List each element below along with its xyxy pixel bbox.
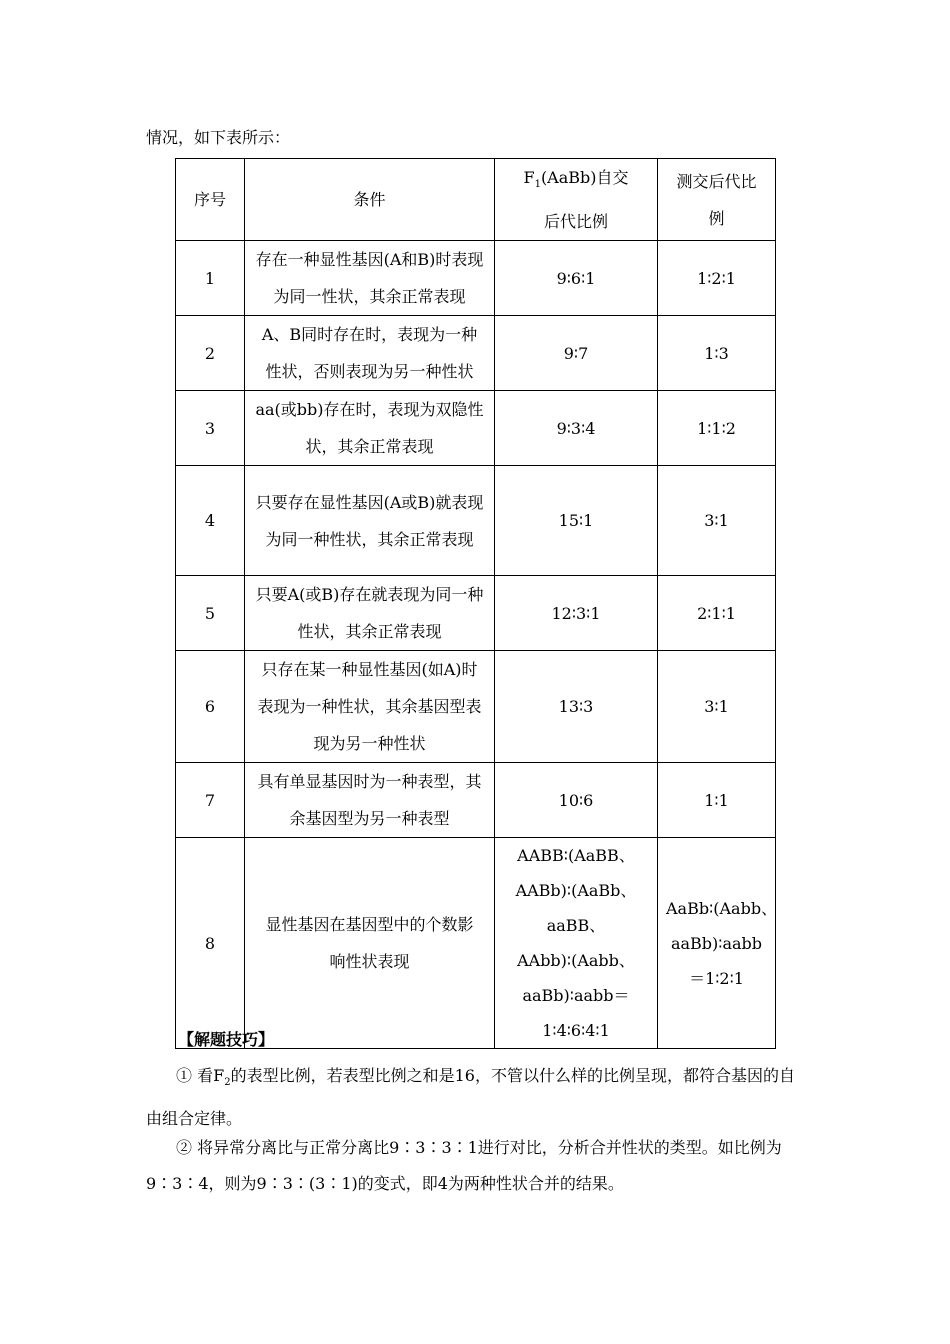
cell-condition: 具有单显基因时为一种表型，其余基因型为另一种表型 bbox=[245, 763, 495, 838]
cell-no: 1 bbox=[176, 241, 245, 316]
header-condition: 条件 bbox=[245, 159, 495, 241]
cell-no: 7 bbox=[176, 763, 245, 838]
tip-paragraph-1: ① 看$F_2$的表型比例，若表型比例之和是16，不管以什么样的比例呈现，都符合基因的自由组合定律。 bbox=[146, 1066, 795, 1129]
table-row bbox=[176, 391, 776, 466]
cell-test: 2∶1∶1 bbox=[658, 576, 776, 651]
header-f1: $F_1(AaBb)$自交后代比例 bbox=[495, 159, 658, 241]
cell-no: 4 bbox=[176, 466, 245, 576]
table-row bbox=[176, 651, 776, 763]
cell-test: 3∶1 bbox=[658, 651, 776, 763]
cell-test: 1∶3 bbox=[658, 316, 776, 391]
cell-test: 1∶1∶2 bbox=[658, 391, 776, 466]
cell-no: 5 bbox=[176, 576, 245, 651]
table-row bbox=[176, 576, 776, 651]
tip-paragraph-2: ② 将异常分离比与正常分离比9∶3∶3∶1进行对比，分析合并性状的类型。如比例为9∶3∶4，则为9∶3∶(3∶1)的变式，即4为两种性状合并的结果。 bbox=[146, 1138, 782, 1193]
cell-f1: 9∶7 bbox=[495, 316, 658, 391]
cell-f1: 15∶1 bbox=[495, 466, 658, 576]
cell-no: 3 bbox=[176, 391, 245, 466]
cell-test: 3∶1 bbox=[658, 466, 776, 576]
cell-test: 1∶2∶1 bbox=[658, 241, 776, 316]
tips-title: 【解题技巧】 bbox=[178, 1030, 275, 1049]
cell-test: AaBb∶(Aabb、aaBb)∶aabb＝1∶2∶1 bbox=[658, 838, 776, 1049]
cell-condition: A、B同时存在时，表现为一种性状，否则表现为另一种性状 bbox=[245, 316, 495, 391]
cell-condition: aa(或bb)存在时，表现为双隐性状，其余正常表现 bbox=[245, 391, 495, 466]
cell-condition: 存在一种显性基因(A和B)时表现为同一性状，其余正常表现 bbox=[245, 241, 495, 316]
intro-text: 情况，如下表所示： bbox=[146, 128, 291, 147]
cell-f1: 13∶3 bbox=[495, 651, 658, 763]
cell-condition: 只要A(或B)存在就表现为同一种性状，其余正常表现 bbox=[245, 576, 495, 651]
cell-condition: 只存在某一种显性基因(如A)时表现为一种性状，其余基因型表现为另一种性状 bbox=[245, 651, 495, 763]
cell-f1: AABB∶(AaBB、AABb)∶(AaBb、aaBB、AAbb)∶(Aabb、aaBb)∶aabb＝1∶4∶6∶4∶1 bbox=[495, 838, 658, 1049]
cell-f1: 12∶3∶1 bbox=[495, 576, 658, 651]
table-row bbox=[176, 466, 776, 576]
header-no: 序号 bbox=[176, 159, 245, 241]
cell-no: 2 bbox=[176, 316, 245, 391]
table-row bbox=[176, 241, 776, 316]
table-row bbox=[176, 763, 776, 838]
cell-f1: 9∶6∶1 bbox=[495, 241, 658, 316]
table-row bbox=[176, 316, 776, 391]
cell-condition: 显性基因在基因型中的个数影响性状表现 bbox=[245, 838, 495, 1049]
epistasis-table bbox=[175, 158, 776, 1049]
cell-f1: 9∶3∶4 bbox=[495, 391, 658, 466]
header-test: 测交后代比例 bbox=[658, 159, 776, 241]
cell-condition: 只要存在显性基因(A或B)就表现为同一种性状，其余正常表现 bbox=[245, 466, 495, 576]
table-header-row bbox=[176, 159, 776, 241]
table-row bbox=[176, 838, 776, 1049]
cell-f1: 10∶6 bbox=[495, 763, 658, 838]
cell-no: 8 bbox=[176, 838, 245, 1049]
cell-no: 6 bbox=[176, 651, 245, 763]
cell-test: 1∶1 bbox=[658, 763, 776, 838]
